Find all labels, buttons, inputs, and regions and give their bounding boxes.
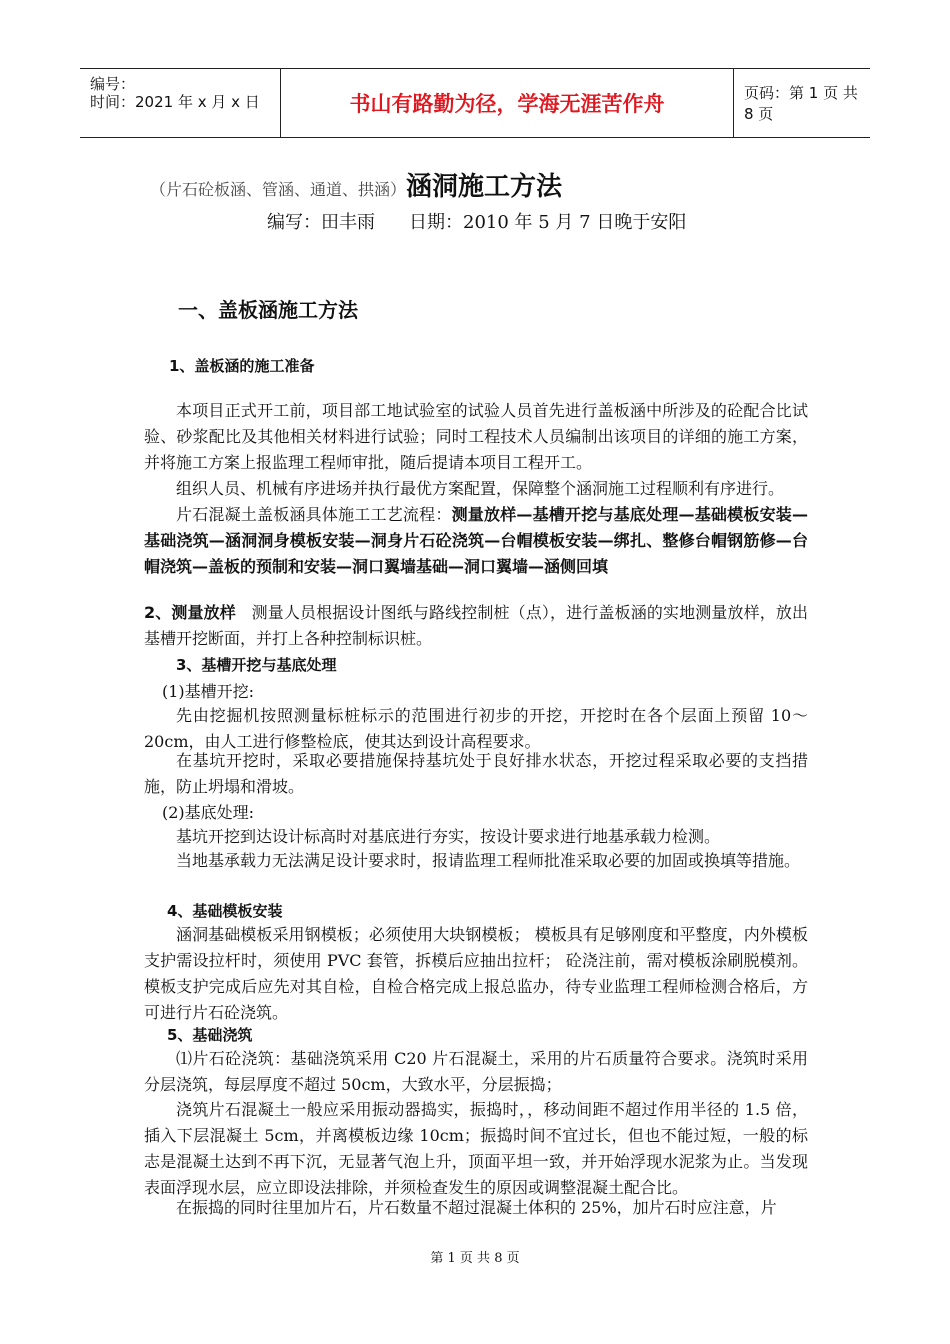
- s2-title: 2、测量放样: [144, 603, 236, 622]
- s2-text: 测量人员根据设计图纸与路线控制桩（点），进行盖板涵的实地测量放样，放出基槽开挖断面，并打上各种控制标识桩。: [144, 603, 808, 648]
- author-line: [267, 208, 686, 234]
- flow-intro: 片石混凝土盖板涵具体施工工艺流程：: [176, 505, 452, 524]
- header-meta-cell: [80, 69, 281, 137]
- sub1-title: 1、盖板涵的施工准备: [169, 357, 315, 375]
- section-heading: 一、盖板涵施工方法: [178, 298, 358, 322]
- s3-title: 3、基槽开挖与基底处理: [176, 656, 337, 674]
- header-page-info: 页码：第 1 页 共 8 页: [744, 84, 858, 123]
- number-label: 编号：: [90, 75, 136, 93]
- header-table: [80, 68, 870, 138]
- paragraph-s5-p2: 浇筑片石混凝土一般应采用振动器捣实，振捣时，，移动间距不超过作用半径的 1.5 倍，插入下层混凝土 5cm，并离模板边缘 10cm；振捣时间不宜过长，但也不能过短，一般的标志是混凝土达到不再下沉，无显著气泡上升，顶面平坦一致，并开始浮现水泥浆为止。当发现表面浮现水层，应立即设法排除，并须检查发生的原因或调整混凝土配合比。: [144, 1100, 808, 1197]
- paragraph-s3-p3: 基坑开挖到达设计标高时对基底进行夯实，按设计要求进行地基承载力检测。: [176, 827, 721, 846]
- s5-title: 5、基础浇筑: [167, 1026, 253, 1044]
- title-prefix: （片石砼板涵、管涵、通道、拱涵）: [150, 180, 407, 199]
- time-label: 时间：2021 年 x 月 x 日: [90, 93, 260, 111]
- s3-sub1: (1)基槽开挖:: [162, 682, 255, 701]
- author: 编写：田丰雨: [267, 212, 375, 233]
- paragraph-s3-p1: 先由挖掘机按照测量标桩标示的范围进行初步的开挖，开挖时在各个层面上预留 10～20cm，由人工进行修整检底，使其达到设计高程要求。: [144, 706, 808, 751]
- paragraph-s5-p3: 在振捣的同时往里加片石，片石数量不超过混凝土体积的 25%，加片石时应注意，片: [176, 1198, 777, 1217]
- header-motto: 书山有路勤为径，学海无涯苦作舟: [281, 69, 734, 137]
- paragraph-p3: [144, 502, 808, 580]
- page-footer: 第 1 页 共 8 页: [430, 1251, 520, 1266]
- s3-sub2: (2)基底处理:: [162, 803, 255, 822]
- doc-title: [150, 166, 562, 203]
- title-main: 涵洞施工方法: [406, 172, 563, 202]
- paragraph-s4-p1: 涵洞基础模板采用钢模板；必须使用大块钢模板； 模板具有足够刚度和平整度，内外模板支护需设拉杆时，须使用 PVC 套管，拆模后应抽出拉杆； 砼浇注前，需对模板涂刷脱模剂。模板支护完成后应先对其自检，自检合格完成上报总监办，待专业监理工程师检测合格后，方可进行片石砼浇筑。: [144, 925, 808, 1022]
- paragraph-s2: [144, 600, 808, 652]
- paragraph-p1: 本项目正式开工前，项目部工地试验室的试验人员首先进行盖板涵中所涉及的砼配合比试验、砂浆配比及其他相关材料进行试验；同时工程技术人员编制出该项目的详细的施工方案，并将施工方案上报监理工程师审批，随后提请本项目工程开工。: [144, 401, 808, 472]
- paragraph-s3-p2: 在基坑开挖时，采取必要措施保持基坑处于良好排水状态，开挖过程采取必要的支挡措施，防止坍塌和滑坡。: [144, 751, 808, 796]
- paragraph-p2: 组织人员、机械有序进场并执行最优方案配置，保障整个涵洞施工过程顺利有序进行。: [176, 479, 785, 498]
- date: 日期：2010 年 5 月 7 日晚于安阳: [409, 212, 687, 233]
- paragraph-s3-p4: 当地基承载力无法满足设计要求时，报请监理工程师批准采取必要的加固或换填等措施。: [176, 851, 801, 870]
- flow-steps: 测量放样—基槽开挖与基底处理—基础模板安装—基础浇筑—涵洞洞身模板安装—洞身片石砼浇筑—台帽模板安装—绑扎、整修台帽钢筋修—台帽浇筑—盖板的预制和安装—洞口翼墙基础—洞口翼墙—涵侧回填: [144, 505, 808, 576]
- paragraph-s5-p1: ⑴片石砼浇筑：基础浇筑采用 C20 片石混凝土，采用的片石质量符合要求。浇筑时采用分层浇筑，每层厚度不超过 50cm，大致水平，分层振捣；: [144, 1049, 808, 1094]
- s4-title: 4、基础模板安装: [167, 902, 283, 920]
